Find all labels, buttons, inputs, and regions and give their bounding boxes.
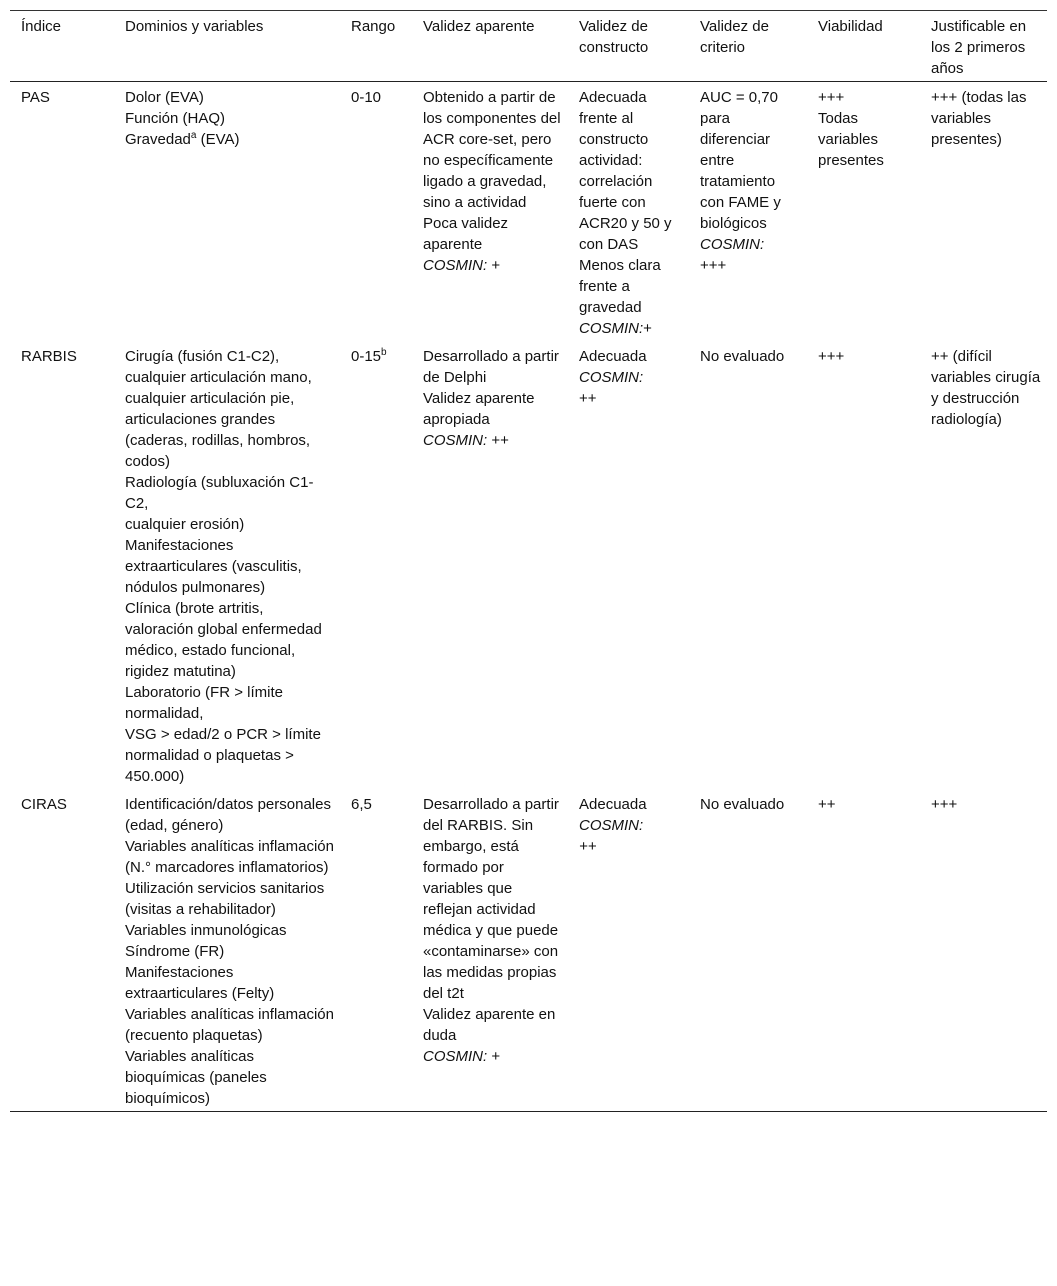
cell-rango: 0-10 — [351, 89, 382, 106]
header-rango: Rango — [351, 18, 396, 35]
domain-line: Manifestaciones extraarticulares (Felty) — [125, 964, 275, 1002]
header-dominios: Dominios y variables — [125, 18, 264, 35]
cell-validez-constructo: Adecuada frente al constructo actividad: correlación fuerte con ACR20 y 50 y con DAS Menos clara frente a gravedad COSMIN:+ — [579, 89, 672, 337]
cell-validez-aparente: Desarrollado a partir de Delphi Validez aparente apropiada COSMIN: ++ — [423, 348, 559, 449]
cell-justificable: +++ — [931, 796, 958, 813]
table-row-ciras — [10, 789, 1047, 1112]
cell-dominios — [114, 789, 340, 1112]
cell-validez-criterio: AUC = 0,70 para diferenciar entre tratamiento con FAME y biológicos COSMIN: +++ — [689, 82, 807, 342]
cell-viabilidad: ++ — [818, 796, 836, 813]
validity-table — [10, 10, 1047, 1112]
cell-indice: PAS — [21, 89, 50, 106]
cell-indice: RARBIS — [21, 348, 77, 365]
domain-line: Función (HAQ) — [125, 110, 226, 127]
cosmin-label: COSMIN: — [579, 817, 644, 834]
cell-rango: 6,5 — [351, 796, 372, 813]
header-justificable: Justificable en los 2 primeros años — [931, 18, 1027, 77]
domain-line: Radiología (subluxación C1-C2, — [125, 474, 314, 512]
cell-validez-criterio: No evaluado — [700, 796, 785, 813]
domain-line: Laboratorio (FR > límite normalidad, — [125, 684, 283, 722]
header-viabilidad: Viabilidad — [818, 18, 883, 35]
cell-rango: 0-15$^b$ — [351, 347, 387, 365]
cosmin-label: COSMIN: — [423, 1048, 488, 1065]
cosmin-label: COSMIN: — [579, 320, 644, 337]
cell-viabilidad: +++ — [818, 348, 845, 365]
header-validez-aparente: Validez aparente — [423, 18, 535, 35]
cosmin-value: + — [643, 320, 652, 337]
cosmin-label: COSMIN: — [700, 236, 765, 253]
domain-line: Variables analíticas inflamación (N.° marcadores inflamatorios) — [125, 838, 334, 876]
footnote-marker: a — [190, 130, 197, 141]
cell-justificable: ++ (difícil variables cirugía y destrucción radiología) — [931, 348, 1041, 428]
domain-line: Variables analíticas bioquímicas (paneles bioquímicos) — [125, 1048, 267, 1107]
header-validez-criterio: Validez de criterio — [700, 18, 769, 56]
domain-line: Síndrome (FR) — [125, 943, 225, 960]
domain-line: VSG > edad/2 o PCR > límite normalidad o plaquetas > 450.000) — [125, 726, 321, 785]
header-row — [10, 11, 1047, 82]
domain-line: Clínica (brote artritis, valoración global enfermedad médico, estado funcional, rigidez matutina) — [125, 600, 322, 680]
cosmin-value: ++ — [579, 390, 597, 407]
domain-line: Identificación/datos personales (edad, género) — [125, 796, 331, 834]
domain-line: Gravedad$^a$ (EVA) — [125, 130, 240, 148]
cell-dominios — [114, 82, 340, 342]
cosmin-label: COSMIN: — [579, 369, 644, 386]
cell-viabilidad: +++ Todas variables presentes — [818, 89, 884, 169]
cosmin-value: ++ — [579, 838, 597, 855]
domain-line: Cirugía (fusión C1-C2), cualquier articulación mano, cualquier articulación pie, articulaciones grandes (caderas, rodillas, hombros, codos) — [125, 348, 312, 470]
header-validez-constructo: Validez de constructo — [579, 18, 649, 56]
table-container — [10, 10, 1047, 1112]
cell-validez-constructo: Adecuada COSMIN: ++ — [579, 796, 647, 855]
domain-line: cualquier erosión) — [125, 516, 245, 533]
domain-line: Utilización servicios sanitarios (visitas a rehabilitador) — [125, 880, 325, 918]
domain-line: Manifestaciones extraarticulares (vasculitis, nódulos pulmonares) — [125, 537, 302, 596]
cosmin-label: COSMIN: — [423, 257, 488, 274]
table-row-pas — [10, 82, 1047, 342]
cosmin-label: COSMIN: — [423, 432, 488, 449]
footnote-marker: b — [381, 347, 387, 358]
domain-line: Dolor (EVA) — [125, 89, 204, 106]
cell-validez-criterio: No evaluado — [700, 348, 785, 365]
cosmin-value: + — [487, 257, 501, 274]
cell-dominios — [114, 341, 340, 789]
cell-validez-aparente: Desarrollado a partir del RARBIS. Sin embargo, está formado por variables que reflejan actividad médica y que puede «contaminarse» con las medidas propias del t2t Validez aparente en duda COSMIN: + — [423, 796, 559, 1065]
cell-validez-constructo: Adecuada COSMIN: ++ — [568, 341, 689, 789]
domain-line: Variables inmunológicas — [125, 922, 287, 939]
table-row-rarbis — [10, 341, 1047, 789]
domain-line: Variables analíticas inflamación (recuento plaquetas) — [125, 1006, 334, 1044]
header-indice: Índice — [21, 18, 62, 35]
cell-validez-aparente: Obtenido a partir de los componentes del ACR core-set, pero no específicamente ligado a gravedad, sino a actividad Poca validez aparente COSMIN: + — [423, 89, 561, 274]
cosmin-value: + — [487, 1048, 501, 1065]
cell-justificable: +++ (todas las variables presentes) — [931, 89, 1027, 148]
cell-indice: CIRAS — [21, 796, 67, 813]
cosmin-value: ++ — [487, 432, 509, 449]
cosmin-value: +++ — [700, 257, 727, 274]
